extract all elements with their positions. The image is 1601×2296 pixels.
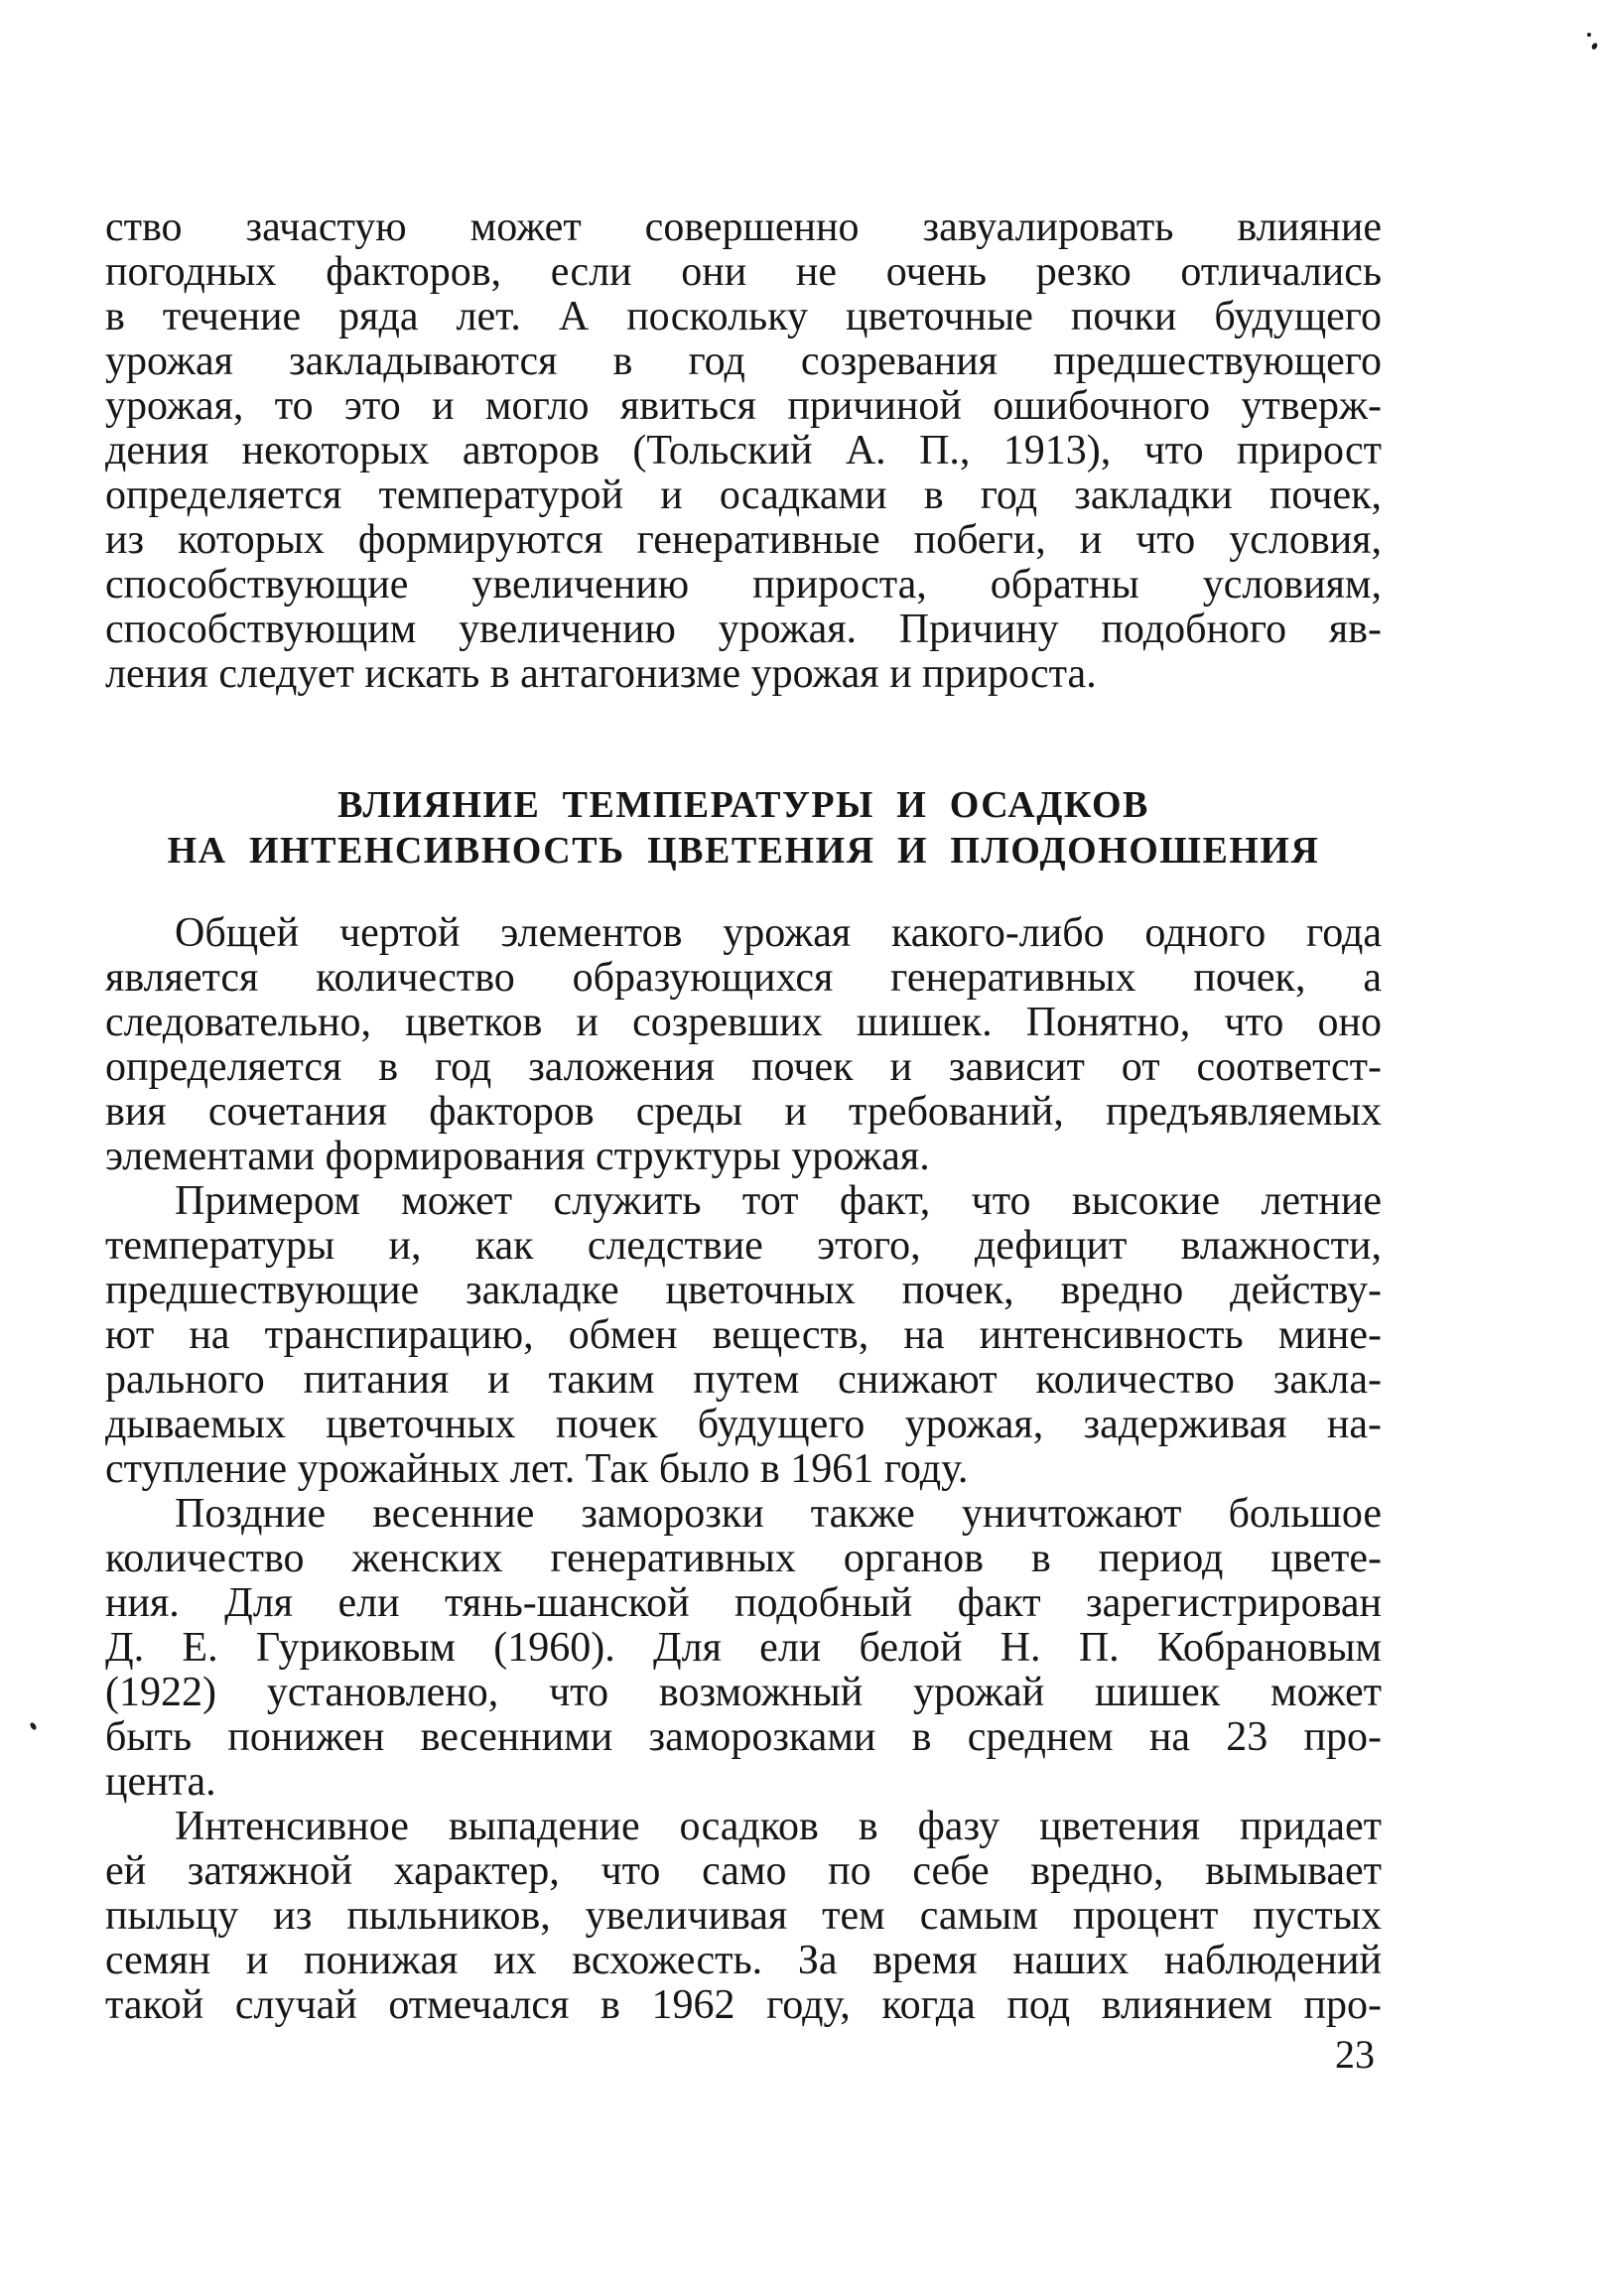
text-line: способствующим увеличению урожая. Причину подобного яв-: [105, 607, 1382, 652]
section-heading: [105, 782, 1382, 874]
paragraph-3: [105, 1179, 1382, 1492]
text-line: Поздние весенние заморозки также уничтожают большое: [175, 1491, 1382, 1537]
text-line: является количество образующихся генеративных почек, а: [105, 955, 1382, 1001]
text-line: ступление урожайных лет. Так было в 1961 году.: [105, 1446, 969, 1492]
text-line: быть понижен весенними заморозками в среднем на 23 про-: [105, 1714, 1382, 1760]
text-line: цента.: [105, 1759, 216, 1805]
page-number: 23: [1335, 2032, 1375, 2077]
text-line: из которых формируются генеративные побеги, и что условия,: [105, 517, 1382, 563]
text-line: такой случай отмечался в 1962 году, когда под влиянием про-: [105, 1982, 1382, 2028]
text-line: ство зачастую может совершенно завуалировать влияние: [105, 204, 1382, 250]
text-line: предшествующие закладке цветочных почек, вредно действу-: [105, 1268, 1382, 1313]
text-line: Д. Е. Гуриковым (1960). Для ели белой Н. П. Кобрановым: [105, 1625, 1382, 1671]
text-line: ления следует искать в антагонизме урожая и прироста.: [105, 651, 1097, 697]
text-line: определяется температурой и осадками в год закладки почек,: [105, 473, 1382, 518]
text-line: в течение ряда лет. А поскольку цветочные почки будущего: [105, 294, 1382, 339]
text-line: ния. Для ели тянь-шанской подобный факт зарегистрирован: [105, 1580, 1382, 1626]
text-block: [105, 205, 1382, 2028]
paragraph-1: [105, 205, 1382, 697]
text-line: дываемых цветочных почек будущего урожая, задерживая на-: [105, 1402, 1382, 1447]
scan-artifact: [29, 1721, 38, 1730]
text-line: Примером может служить тот факт, что высокие летние: [175, 1178, 1382, 1224]
text-line: рального питания и таким путем снижают количество закла-: [105, 1357, 1382, 1403]
text-line: дения некоторых авторов (Тольский А. П., 1913), что прирост: [105, 428, 1382, 473]
paragraph-5: [105, 1805, 1382, 2028]
text-line: Интенсивное выпадение осадков в фазу цветения придает: [175, 1804, 1382, 1849]
text-line: определяется в год заложения почек и зависит от соответст-: [105, 1044, 1382, 1090]
text-line: вия сочетания факторов среды и требований, предъявляемых: [105, 1089, 1382, 1135]
text-line: ей затяжной характер, что само по себе вредно, вымывает: [105, 1848, 1382, 1894]
text-line: пыльцу из пыльников, увеличивая тем самым процент пустых: [105, 1893, 1382, 1939]
text-line: Общей чертой элементов урожая какого-либо одного года: [175, 910, 1382, 956]
paragraph-4: [105, 1492, 1382, 1805]
text-line: температуры и, как следствие этого, дефицит влажности,: [105, 1223, 1382, 1269]
text-line: способствующие увеличению прироста, обратны условиям,: [105, 562, 1382, 608]
paragraph-2: [105, 911, 1382, 1179]
text-line: элементами формирования структуры урожая.: [105, 1134, 930, 1179]
text-line: погодных факторов, если они не очень резко отличались: [105, 249, 1382, 295]
text-line: семян и понижая их всхожесть. За время наших наблюдений: [105, 1938, 1382, 1983]
section-heading-line2: НА ИНТЕНСИВНОСТЬ ЦВЕТЕНИЯ И ПЛОДОНОШЕНИЯ: [167, 830, 1320, 872]
text-line: следовательно, цветков и созревших шишек. Понятно, что оно: [105, 1000, 1382, 1045]
text-line: ют на транспирацию, обмен веществ, на интенсивность мине-: [105, 1312, 1382, 1358]
scan-artifact: [1591, 42, 1599, 51]
text-line: урожая закладываются в год созревания предшествующего: [105, 338, 1382, 384]
text-line: (1922) установлено, что возможный урожай шишек может: [105, 1670, 1382, 1715]
scan-artifact: [1587, 33, 1591, 37]
text-line: урожая, то это и могло явиться причиной ошибочного утверж-: [105, 383, 1382, 429]
text-line: количество женских генеративных органов в период цвете-: [105, 1536, 1382, 1581]
section-heading-line1: ВЛИЯНИЕ ТЕМПЕРАТУРЫ И ОСАДКОВ: [337, 784, 1149, 826]
